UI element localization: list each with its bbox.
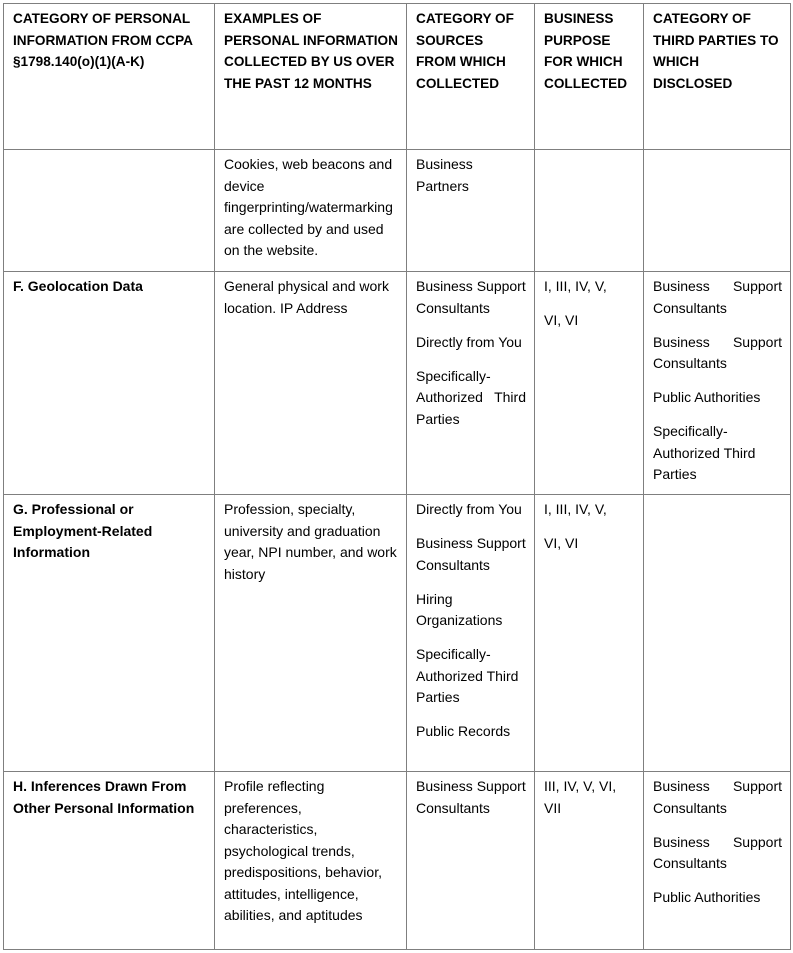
row-third-parties [644,150,791,272]
third-party-item: Public Authorities [653,389,761,405]
examples-text: Cookies, web beacons and device fingerprinting/watermarking are collected by and used on the website. [224,156,393,258]
header-sources: CATEGORY OF SOURCES FROM WHICH COLLECTED [407,4,535,150]
purpose-item: VI, VI [544,535,579,551]
source-item: Business Support Consultants [416,778,526,816]
source-item: Business Partners [416,156,473,194]
row-examples [215,495,407,772]
header-third-parties: CATEGORY OF THIRD PARTIES TO WHICH DISCLOSED [644,4,791,150]
row-category: G. Professional or Employment-Related Information [4,495,215,772]
third-party-item: Specifically-Authorized Third Parties [653,423,756,482]
header-examples: EXAMPLES OF PERSONAL INFORMATION COLLECTED BY US OVER THE PAST 12 MONTHS [215,4,407,150]
third-party-item: Business Support Consultants [653,333,782,371]
row-third-parties [644,272,791,495]
third-party-item: Business Support Consultants [653,833,782,871]
examples-text: Profession, specialty, university and graduation year, NPI number, and work history [224,501,397,582]
table-row [4,772,791,950]
source-item: Business Support Consultants [416,278,526,316]
examples-text: Profile reflecting preferences, characteristics, psychological trends, predispositions, behavior, attitudes, intelligence, abilities, and aptitudes [224,778,382,923]
row-sources [407,150,535,272]
table-row [4,495,791,772]
header-category: CATEGORY OF PERSONAL INFORMATION FROM CCPA §1798.140(o)(1)(A-K) [4,4,215,150]
source-item: Directly from You [416,501,522,517]
row-sources [407,772,535,950]
source-item: Directly from You [416,333,522,350]
purpose-item: III, IV, V, VI, VII [544,778,617,816]
purpose-item: VI, VI [544,312,579,328]
purpose-item: I, III, IV, V, [544,278,607,294]
examples-text: General physical and work location. IP Address [224,278,389,316]
table-header-row [4,4,791,150]
source-item: Specifically-Authorized Third Parties [416,646,519,705]
row-category: H. Inferences Drawn From Other Personal Information [4,772,215,950]
table-row [4,150,791,272]
header-purpose: BUSINESS PURPOSE FOR WHICH COLLECTED [535,4,644,150]
table-row [4,272,791,495]
row-sources [407,495,535,772]
row-examples [215,150,407,272]
row-examples [215,272,407,495]
ccpa-disclosure-table [3,3,791,950]
row-purpose [535,272,644,495]
row-category [4,150,215,272]
row-third-parties [644,495,791,772]
row-purpose [535,150,644,272]
third-party-item: Business Support Consultants [653,778,782,816]
source-item: Hiring Organizations [416,590,503,628]
row-purpose [535,772,644,950]
third-party-item: Business Support Consultants [653,278,782,316]
third-party-item: Public Authorities [653,889,761,905]
row-sources [407,272,535,495]
source-item: Business Support Consultants [416,535,526,573]
row-examples [215,772,407,950]
row-third-parties [644,772,791,950]
source-item: Public Records [416,723,511,739]
purpose-item: I, III, IV, V, [544,501,607,517]
row-category: F. Geolocation Data [4,272,215,495]
source-item: Specifically-Authorized Third Parties [416,367,526,427]
row-purpose [535,495,644,772]
